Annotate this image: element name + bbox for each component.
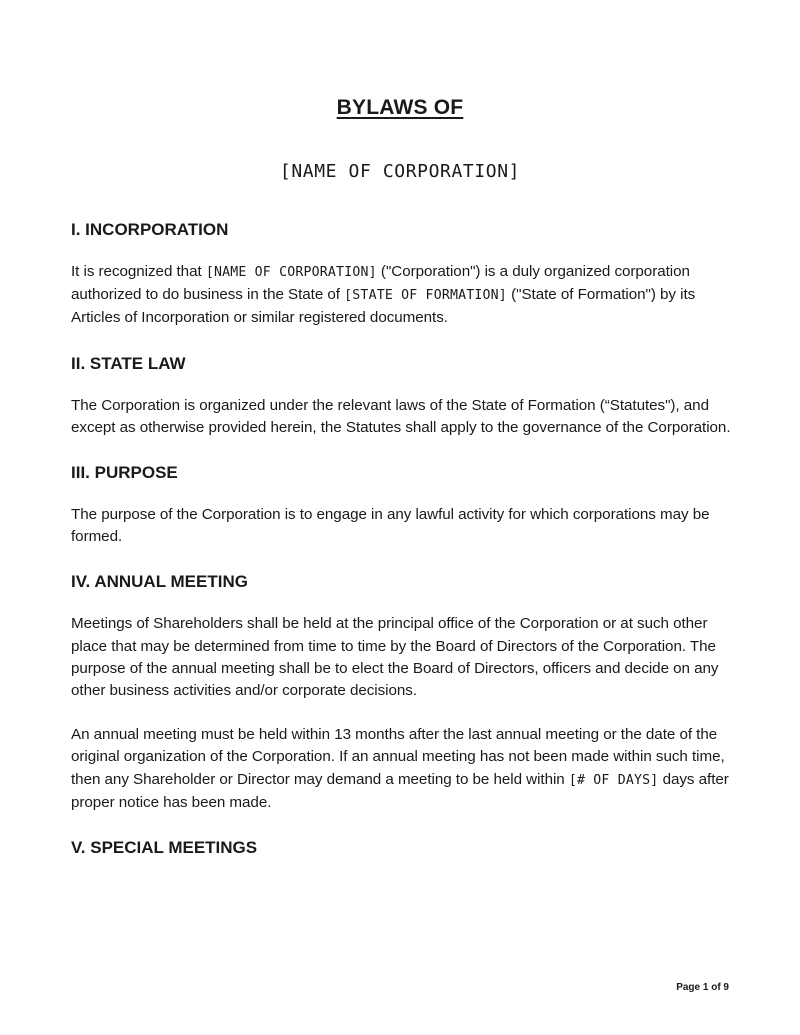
section-heading-state-law: II. STATE LAW	[71, 353, 186, 373]
state-of-formation-field: [STATE OF FORMATION]	[344, 288, 507, 304]
number-of-days-field: [# OF DAYS]	[568, 772, 659, 788]
section-heading-incorporation: I. INCORPORATION	[71, 220, 229, 239]
section-heading-annual-meeting: IV. ANNUAL MEETING	[71, 572, 248, 592]
purpose-paragraph: The purpose of the Corporation is to engage in any lawful activity for which corporations may be formed.	[71, 506, 710, 546]
text-run: ("State of Formation") by its Articles of Incorporation or similar registered documents.	[71, 286, 696, 327]
corporation-name-placeholder: [NAME OF CORPORATION]	[279, 161, 521, 182]
incorporation-paragraph	[71, 261, 731, 330]
text-run: An annual meeting must be held within 13 months after the last annual meeting or the date of the original organization of the Corporation. If an annual meeting has not been made within such time, then any Shareholder or Director may demand a meeting to be held within	[71, 726, 725, 788]
text-run: It is recognized that	[71, 263, 206, 280]
annual-meeting-deadline-paragraph	[71, 724, 731, 814]
text-run: ("Corporation") is a duly organized corporation authorized to do business in the State of	[71, 263, 690, 304]
text-run: days after proper notice has been made.	[71, 770, 729, 811]
section-heading-special-meetings: V. SPECIAL MEETINGS	[71, 838, 258, 858]
document-title: BYLAWS OF	[336, 96, 464, 119]
corporation-name-field: [NAME OF CORPORATION]	[205, 265, 377, 280]
section-heading-purpose: III. PURPOSE	[71, 463, 178, 483]
state-law-paragraph: The Corporation is organized under the relevant laws of the State of Formation (“Statutes"), and except as otherwise provided herein, the Statutes shall apply to the governance of the Corporation.	[71, 396, 731, 436]
page-number: Page 1 of 9	[676, 982, 729, 993]
document-body	[71, 218, 731, 860]
annual-meeting-paragraph: Meetings of Shareholders shall be held at the principal office of the Corporation or at such other place that may be determined from time to time by the Board of Directors of the Corporation. The purpose of the annual meeting shall be to elect the Board of Directors, officers and decide on any other business activities and/or corporate decisions.	[71, 615, 719, 700]
